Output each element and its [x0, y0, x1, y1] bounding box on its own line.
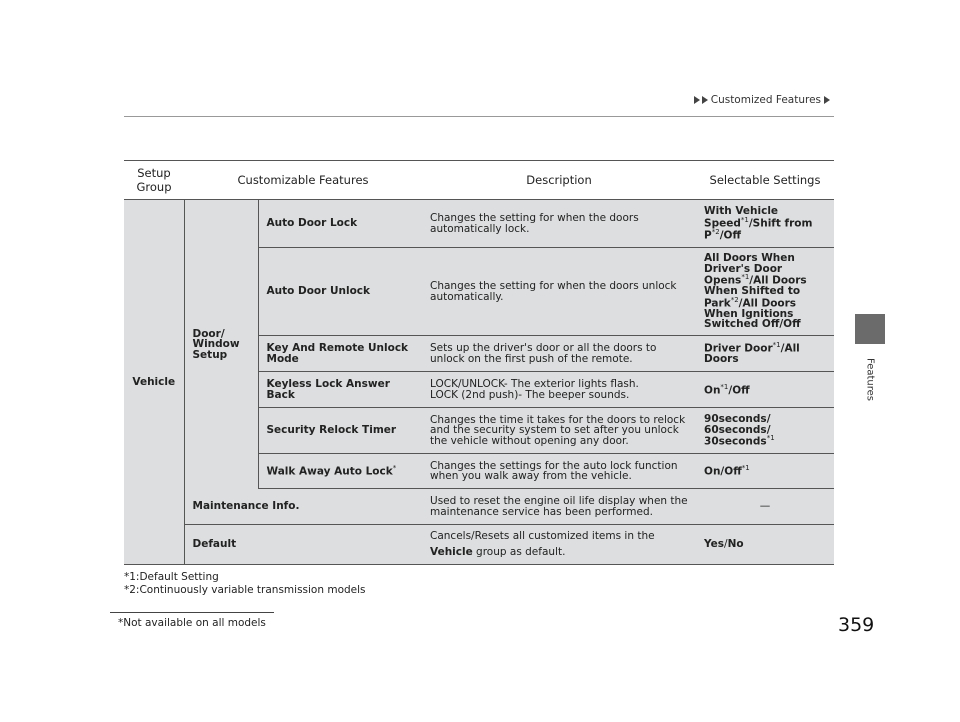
setting-option: 60seconds [704, 423, 767, 436]
footnote-mark: *1 [741, 273, 750, 282]
description-line: LOCK (2nd push)- The beeper sounds. [430, 388, 630, 401]
note-default-setting: *1:Default Setting [124, 571, 219, 583]
description-line: Cancels/Resets all customized items in the [430, 530, 655, 543]
setting-option: Off [724, 465, 742, 478]
footnote-mark: *2 [730, 295, 739, 304]
settings-cell [696, 372, 834, 408]
separator: / [749, 274, 754, 287]
header-setup-group: Setup Group [124, 161, 184, 200]
setup-group-cell: Vehicle [124, 200, 184, 565]
setting-option: All Doors When Driver's Door Opens [704, 252, 795, 287]
separator: / [766, 413, 771, 425]
setting-option: Off [732, 384, 750, 396]
arrow-right-icon [694, 96, 700, 104]
setting-option: All Doors [704, 342, 800, 366]
arrow-right-icon [824, 96, 830, 104]
arrow-right-icon [702, 96, 708, 104]
settings-cell [696, 248, 834, 336]
setting-option: 90seconds [704, 413, 767, 425]
description-line: LOCK/UNLOCK- The exterior lights flash. [430, 378, 639, 390]
table-row [124, 489, 834, 525]
header-description: Description [422, 161, 696, 200]
setting-option: On [704, 465, 721, 478]
feature-walk-away-auto-lock [258, 454, 422, 489]
footnote-mark: *1 [766, 434, 775, 442]
separator: / [728, 384, 733, 396]
footnote-mark: *1 [741, 464, 750, 472]
feature-auto-door-lock: Auto Door Lock [258, 200, 422, 248]
feature-key-remote-unlock: Key And Remote Unlock Mode [258, 336, 422, 372]
setting-option: 30seconds [704, 435, 767, 448]
settings-cell: — [696, 489, 834, 525]
setting-option: All Doors When Shifted to Park [704, 274, 807, 310]
header-divider [124, 116, 834, 117]
header-customizable-features: Customizable Features [184, 161, 422, 200]
feature-keyless-lock-answer-back: Keyless Lock Answer Back [258, 372, 422, 408]
description-cell: Changes the time it takes for the doors to relock and the security system to set after you unlock the vehicle without opening any door. [422, 408, 696, 454]
settings-cell [696, 200, 834, 248]
description-cell [422, 372, 696, 408]
availability-footnote [110, 612, 274, 633]
settings-cell [696, 336, 834, 372]
separator: / [738, 297, 743, 310]
feature-default: Default [184, 525, 422, 565]
setting-option: Off [783, 318, 801, 331]
footnote-mark: *1 [740, 215, 749, 224]
setting-option: No [727, 538, 744, 551]
description-line: group as default. [472, 545, 566, 558]
table-notes [124, 571, 366, 597]
feature-auto-door-unlock: Auto Door Unlock [258, 248, 422, 336]
note-cvt-models: *2:Continuously variable transmission models [124, 584, 366, 597]
feature-label: Walk Away Auto Lock [266, 465, 393, 478]
description-bold: Vehicle [430, 545, 473, 558]
description-cell [422, 525, 696, 565]
settings-cell [696, 454, 834, 489]
separator: / [766, 423, 771, 436]
settings-cell [696, 408, 834, 454]
separator: / [748, 217, 753, 230]
description-cell: Changes the setting for when the doors unlock automatically. [422, 248, 696, 336]
separator: / [719, 229, 724, 242]
table-row [124, 200, 834, 248]
footnote-mark: *1 [720, 382, 729, 391]
description-cell: Sets up the driver's door or all the doors to unlock on the first push of the remote. [422, 336, 696, 372]
setting-option: Yes [704, 538, 725, 551]
setting-option: Off [723, 229, 741, 242]
breadcrumb [694, 94, 830, 106]
setting-option: Shift from P [704, 217, 813, 242]
table-row [124, 525, 834, 565]
section-label: Features [864, 358, 876, 401]
settings-cell [696, 525, 834, 565]
feature-maintenance-info: Maintenance Info. [184, 489, 422, 525]
separator: / [780, 342, 785, 355]
setting-option: Driver Door [704, 342, 773, 355]
footnote-mark: * [118, 617, 124, 629]
separator: / [779, 318, 784, 331]
footnote-mark: *1 [772, 341, 781, 350]
description-cell: Changes the settings for the auto lock function when you walk away from the vehicle. [422, 454, 696, 489]
subgroup-cell: Door/ Window Setup [184, 200, 258, 489]
separator: / [720, 465, 725, 478]
description-cell: Used to reset the engine oil life display when the maintenance service has been performed. [422, 489, 696, 525]
table-header-row [124, 161, 834, 200]
header-selectable-settings: Selectable Settings [696, 161, 834, 200]
setting-option: All Doors When Ignitions Switched Off [704, 297, 797, 331]
section-tab-marker [855, 314, 885, 344]
page-number: 359 [838, 614, 875, 636]
feature-security-relock-timer: Security Relock Timer [258, 408, 422, 454]
customized-features-table [124, 160, 834, 565]
setting-option: With Vehicle Speed [704, 205, 779, 230]
footnote-mark: * [392, 464, 397, 472]
description-cell: Changes the setting for when the doors automatically lock. [422, 200, 696, 248]
breadcrumb-text: Customized Features [710, 94, 821, 106]
footnote-text: Not available on all models [123, 617, 266, 629]
footnote-mark: *2 [711, 227, 720, 236]
setting-option: On [704, 384, 721, 396]
separator: / [724, 538, 728, 551]
